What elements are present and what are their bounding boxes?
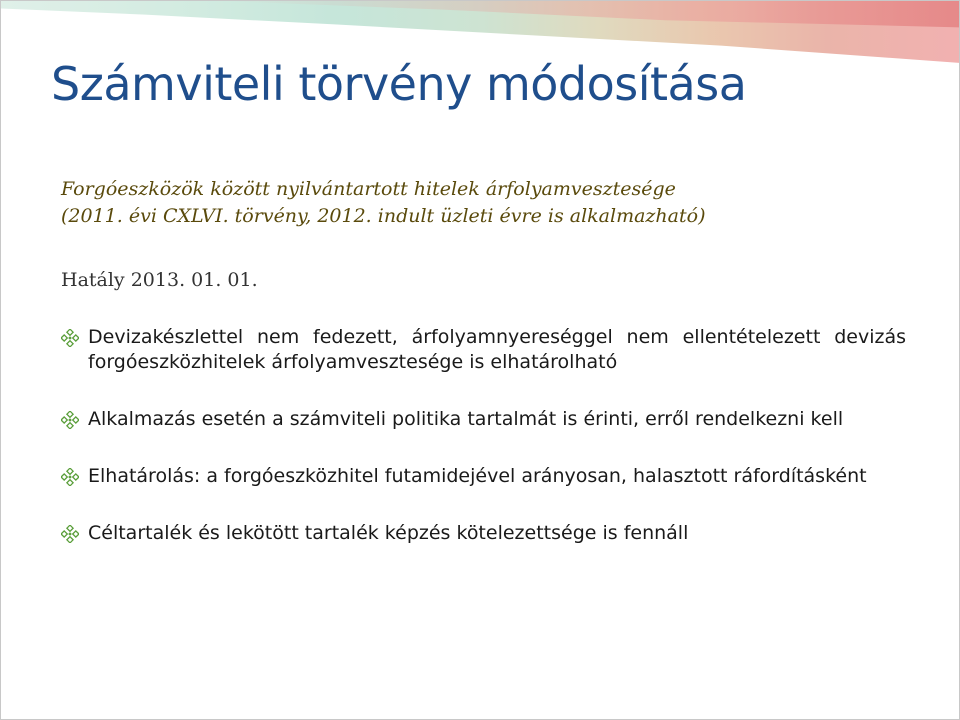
diamond-bullet-icon <box>61 329 79 347</box>
subtitle-line-1: Forgóeszközök között nyilvántartott hitelek árfolyamvesztesége <box>61 178 676 200</box>
bullet-text: Devizakészlettel nem fedezett, árfolyamnyereséggel nem ellentételezett devizás forgóeszközhitelek árfolyamvesztesége is elhatárolható <box>88 326 906 373</box>
diamond-bullet-icon <box>61 411 79 429</box>
diamond-bullet-icon <box>61 525 79 543</box>
bullet-text: Céltartalék és lekötött tartalék képzés kötelezettsége is fennáll <box>88 522 689 544</box>
bullet-list <box>61 325 906 546</box>
slide-subtitle <box>61 176 921 230</box>
bullet-text: Alkalmazás esetén a számviteli politika tartalmát is érinti, erről rendelkezni kell <box>88 408 844 430</box>
bullet-item <box>61 464 906 489</box>
bullet-text: Elhatárolás: a forgóeszközhitel futamidejével arányosan, halasztott ráfordításként <box>88 465 867 487</box>
effective-date: Hatály 2013. 01. 01. <box>61 269 258 291</box>
bullet-item <box>61 407 906 432</box>
bullet-item <box>61 521 906 546</box>
slide-title: Számviteli törvény módosítása <box>51 57 747 111</box>
subtitle-line-2: (2011. évi CXLVI. törvény, 2012. indult üzleti évre is alkalmazható) <box>61 205 706 227</box>
bullet-item <box>61 325 906 375</box>
diamond-bullet-icon <box>61 468 79 486</box>
